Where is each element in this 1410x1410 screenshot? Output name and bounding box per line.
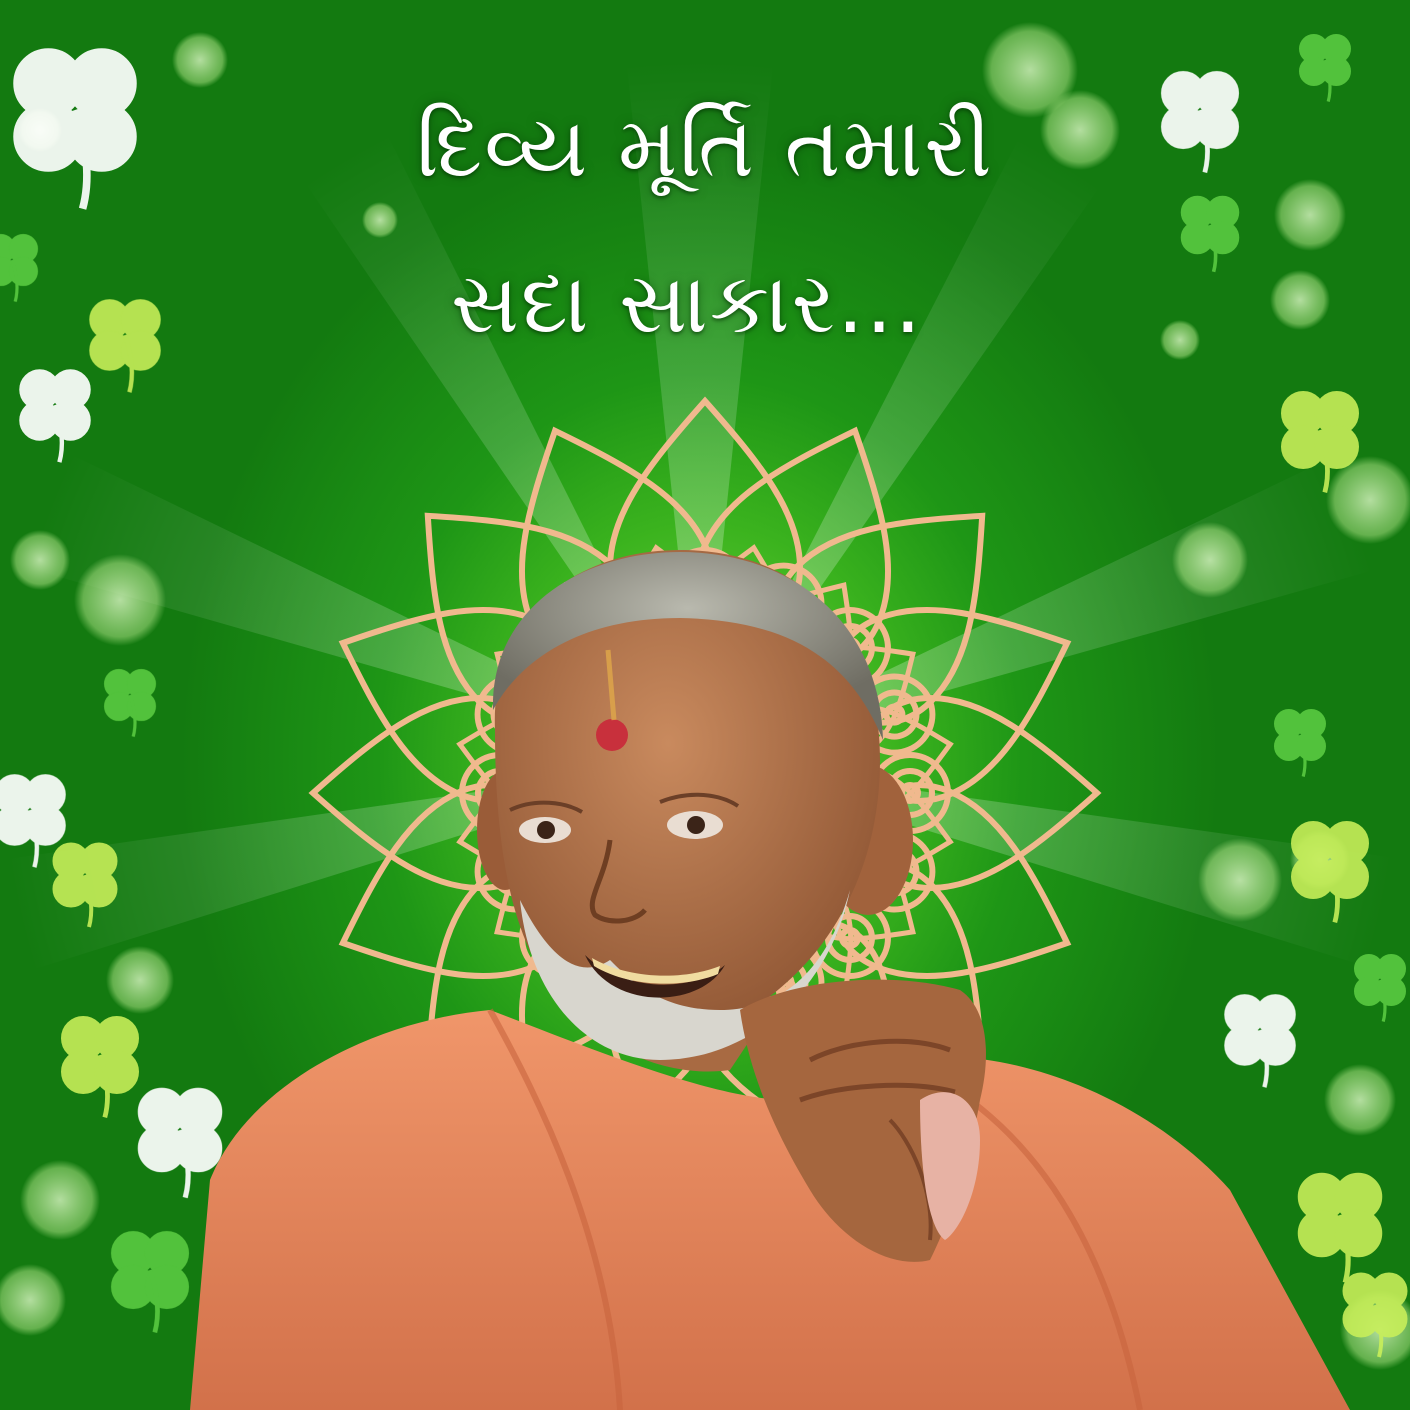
- greeting-line-2: સદા સાકાર...: [450, 254, 924, 352]
- greeting-line-1: દિવ્ય મૂર્તિ તમારી: [416, 98, 994, 196]
- tilak-dot: [596, 719, 628, 751]
- portrait-photo: [190, 540, 1370, 1410]
